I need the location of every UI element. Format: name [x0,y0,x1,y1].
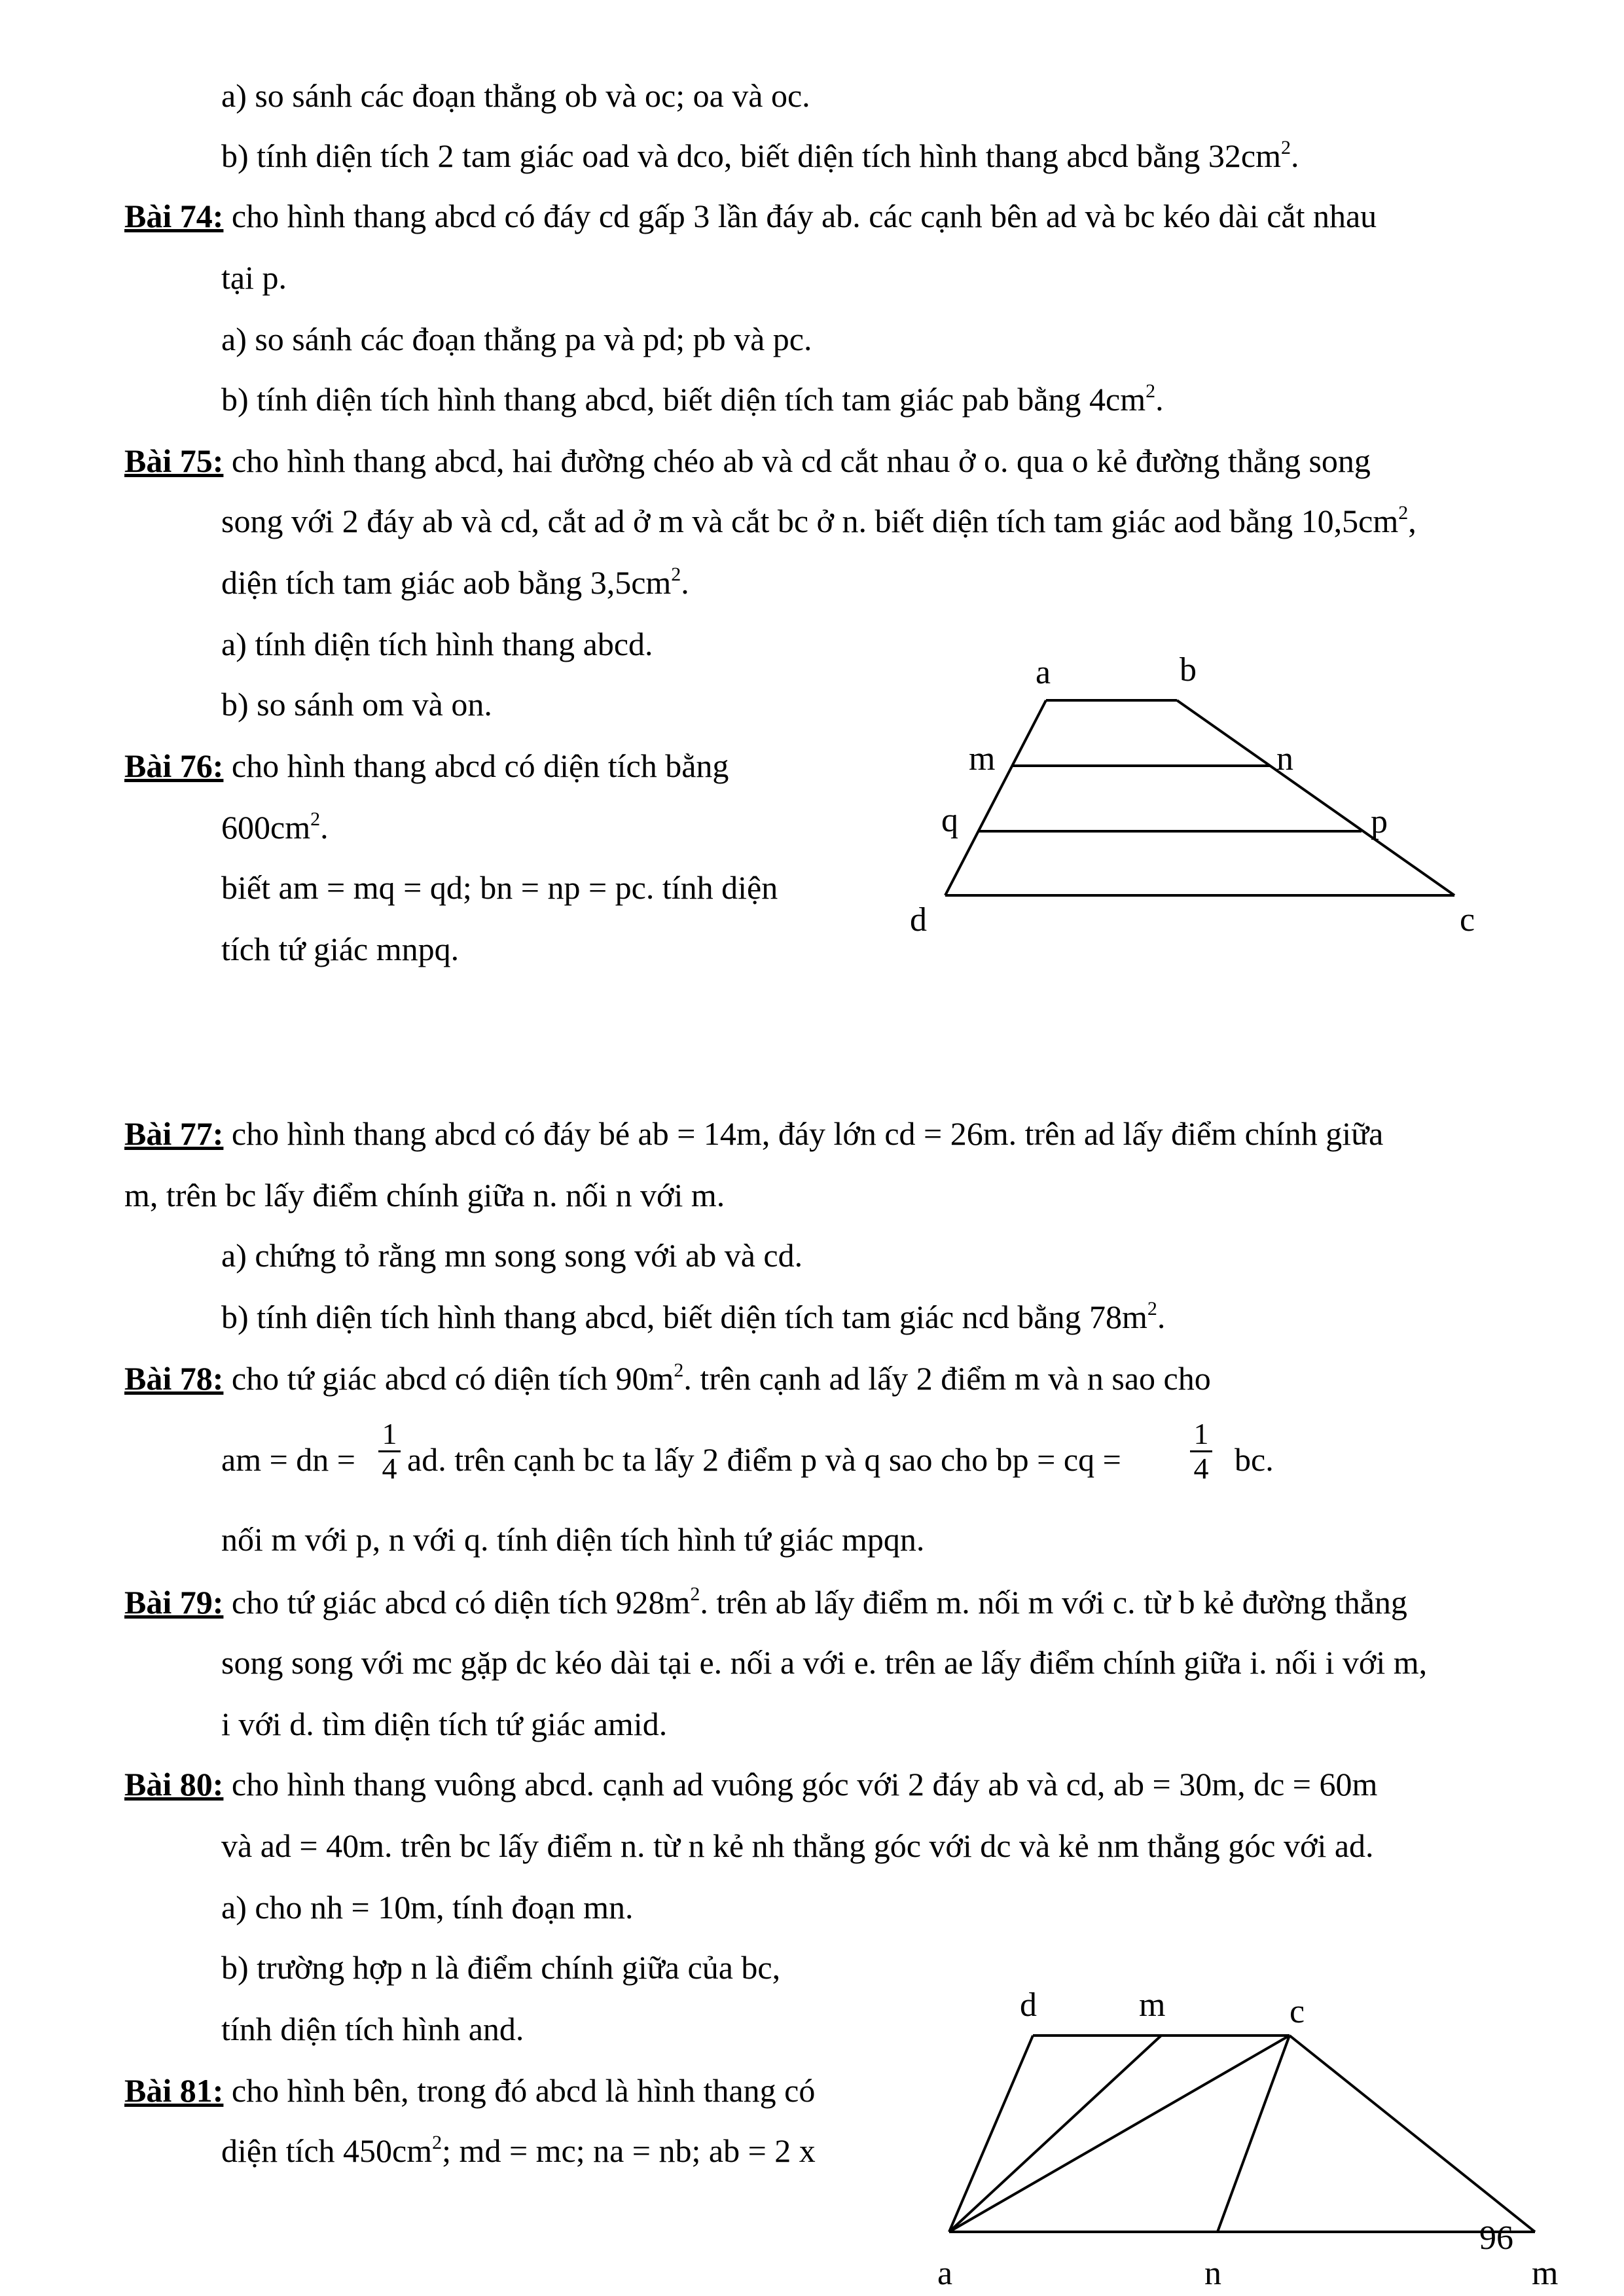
line-text: b) tính diện tích 2 tam giác oad và dco, biết diện tích hình thang abcd bằng 32cm [221,137,1281,174]
text-line [407,1440,1121,1479]
segment-ad [949,2036,1033,2232]
punct: . [1291,137,1299,174]
numerator: 1 [1193,1417,1209,1450]
text-line [221,1520,924,1559]
line-text: a) cho nh = 10m, tính đoạn mn. [221,1889,634,1926]
superscript: 2 [1147,1298,1157,1320]
line-text: a) chứng tỏ rằng mn song song với ab và cd. [221,1237,803,1274]
line-text: diện tích tam giác aob bằng 3,5cm [221,564,672,601]
segment-nc [1218,2036,1290,2232]
trapezoid-figure-76 [884,648,1506,956]
text-line [1235,1440,1274,1479]
superscript: 2 [690,1583,700,1605]
label-m-base: m [1532,2255,1559,2292]
text-line [221,929,459,969]
superscript: 2 [310,808,321,831]
superscript: 2 [1146,380,1156,403]
label-a: a [1036,654,1051,691]
label-a: a [937,2255,953,2292]
numerator: 1 [382,1417,397,1450]
label-q: q [941,802,958,839]
fraction-one-quarter [378,1418,401,1485]
denominator: 4 [382,1452,397,1485]
line-text: a) tính diện tích hình thang abcd. [221,626,653,662]
line-text: song với 2 đáy ab và cd, cắt ad ở m và cắt bc ở n. biết diện tích tam giác aod bằng 10,5cm [221,503,1399,539]
superscript: 2 [1281,137,1291,159]
line-text: song song với mc gặp dc kéo dài tại e. nối a với e. trên ae lấy điểm chính giữa i. nối i với m, [221,1644,1428,1681]
exercise-80 [124,1765,1377,1804]
punct: . [320,809,329,846]
line-text: tích tứ giác mnpq. [221,931,460,967]
line-text: a) so sánh các đoạn thẳng pa và pd; pb và pc. [221,321,812,357]
text-line [221,563,689,602]
exercise-label: Bài 75: [124,442,224,479]
exercise-79 [124,1583,1407,1622]
text-line [221,624,653,664]
line-text: cho hình thang abcd có đáy bé ab = 14m, đáy lớn cd = 26m. trên ad lấy điểm chính giữa [223,1115,1384,1152]
label-n: n [1204,2255,1221,2292]
line-text: cho hình thang abcd có đáy cd gấp 3 lần đáy ab. các cạnh bên ad và bc kéo dài cắt nhau [223,198,1377,234]
line-text: . trên ab lấy điểm m. nối m với c. từ b kẻ đường thẳng [700,1584,1407,1621]
exercise-label: Bài 81: [124,2072,224,2109]
label-d: d [910,901,927,939]
punct: . [1155,381,1164,418]
text-line [221,1643,1427,1682]
label-c: c [1460,901,1475,939]
line-text: diện tích 450cm [221,2132,433,2169]
line-text: bc. [1235,1441,1274,1478]
text-line [221,501,1416,541]
text-line [221,319,812,359]
line-text: cho hình thang vuông abcd. cạnh ad vuông góc với 2 đáy ab và cd, ab = 30m, dc = 60m [223,1766,1378,1803]
text-line [221,1440,355,1479]
line-text: cho hình thang abcd, hai đường chéo ab và cd cắt nhau ở o. qua o kẻ đường thẳng song [223,442,1371,479]
line-text: cho hình bên, trong đó abcd là hình thang có [223,2072,816,2109]
line-text: và ad = 40m. trên bc lấy điểm n. từ n kẻ nh thẳng góc với dc và kẻ nm thẳng góc với ad. [221,1827,1374,1864]
exercise-label: Bài 74: [124,198,224,234]
exercise-label: Bài 79: [124,1584,224,1621]
line-text: b) trường hợp n là điểm chính giữa của bc, [221,1949,781,1986]
text-line [221,1704,667,1744]
label-n: n [1276,740,1293,778]
segment-ac [949,2036,1290,2232]
page-number: 96 [1479,2219,1513,2257]
text-line [221,2131,816,2170]
superscript: 2 [1398,502,1409,524]
line-text: tại p. [221,259,287,296]
punct: , [1408,503,1416,539]
line-text: cho hình thang abcd có diện tích bằng [223,747,729,784]
text-line [221,380,1164,419]
line-text: m, trên bc lấy điểm chính giữa n. nối n với m. [124,1177,725,1213]
label-d: d [1020,1986,1037,2024]
line-text: ; md = mc; na = nb; ab = 2 x [442,2132,816,2169]
line-text: biết am = mq = qd; bn = np = pc. tính diện [221,869,778,906]
exercise-label: Bài 77: [124,1115,224,1152]
segment-cm [1290,2036,1535,2232]
fraction-one-quarter [1190,1418,1212,1485]
exercise-74 [124,196,1377,236]
text-line [221,1888,634,1927]
line-text: cho tứ giác abcd có diện tích 928m [223,1584,691,1621]
text-line [221,1948,780,1987]
punct: . [681,564,689,601]
segment-bc [1177,700,1454,895]
text-line [221,685,492,724]
punct: . [1157,1299,1166,1335]
exercise-81 [124,2071,815,2110]
line-text: 600cm [221,809,311,846]
denominator: 4 [1193,1452,1209,1485]
exercise-77 [124,1114,1383,1153]
line-text: cho tứ giác abcd có diện tích 90m [223,1360,674,1397]
exercise-78 [124,1359,1211,1398]
segment-am [949,2036,1161,2232]
text-line [221,1826,1374,1865]
line-text: b) tính diện tích hình thang abcd, biết diện tích tam giác ncd bằng 78m [221,1299,1147,1335]
trapezoid-figure-81 [903,1957,1578,2296]
exercise-75 [124,441,1371,480]
text-line [221,1236,803,1275]
exercise-label: Bài 80: [124,1766,224,1803]
line-text: b) so sánh om và on. [221,686,492,723]
label-m: m [1139,1986,1166,2024]
segment-ad [945,700,1046,895]
label-c: c [1290,1993,1305,2030]
superscript: 2 [432,2132,442,2154]
text-line [221,258,287,297]
label-p: p [1371,803,1388,840]
line-text: a) so sánh các đoạn thẳng ob và oc; oa và oc. [221,77,810,114]
text-line [221,868,778,907]
line-text: nối m với p, n với q. tính diện tích hình tứ giác mpqn. [221,1521,925,1558]
line-text: tính diện tích hình and. [221,2011,524,2047]
exercise-label: Bài 76: [124,747,224,784]
label-b: b [1180,651,1197,689]
line-text: am = dn = [221,1441,355,1478]
line-text: i với d. tìm diện tích tứ giác amid. [221,1706,668,1742]
line-text: ad. trên cạnh bc ta lấy 2 điểm p và q sao cho bp = cq = [407,1441,1121,1478]
text-line [221,808,329,847]
text-line [221,2009,524,2049]
superscript: 2 [674,1359,684,1382]
text-line [124,1175,725,1215]
line-text: b) tính diện tích hình thang abcd, biết diện tích tam giác pab bằng 4cm [221,381,1146,418]
exercise-76 [124,746,729,785]
exercise-label: Bài 78: [124,1360,224,1397]
line-text: . trên cạnh ad lấy 2 điểm m và n sao cho [683,1360,1211,1397]
text-line [221,76,810,115]
text-line [221,1297,1165,1336]
label-m: m [969,740,996,778]
superscript: 2 [671,564,681,586]
text-line [221,136,1299,175]
